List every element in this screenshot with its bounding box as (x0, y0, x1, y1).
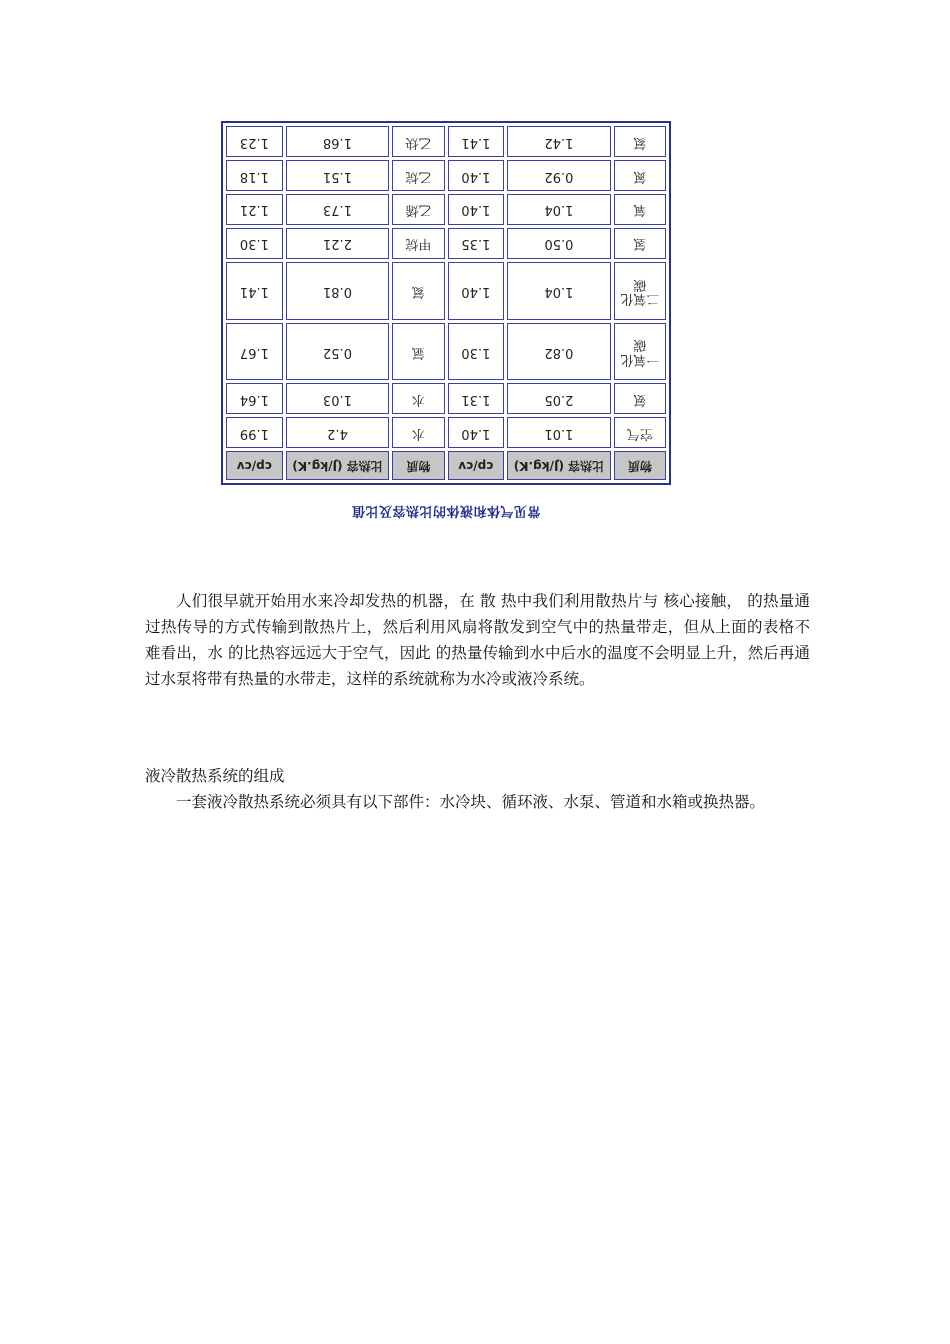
header-cell: 物质 (392, 451, 444, 480)
table-cell: 0.92 (507, 160, 611, 191)
table-cell: 4.2 (286, 417, 390, 448)
table-row (226, 126, 666, 157)
table-cell: 1.35 (448, 228, 505, 259)
table-cell: 0.82 (507, 323, 611, 381)
table-cell: 1.51 (286, 160, 390, 191)
table-cell: 1.40 (448, 417, 505, 448)
table-row (226, 417, 666, 448)
table-row (226, 160, 666, 191)
table-cell: 1.30 (226, 228, 283, 259)
property-table (221, 121, 671, 485)
intro-paragraph: 人们很早就开始用水来冷却发热的机器，在 散 热中我们利用散热片与 核心接触， 的热量通过热传导的方式传输到散热片上，然后利用风扇将散发到空气中的热量带走，但从上面的表格不难看出，水 的比热容远远大于空气，因此 的热量传输到水中后水的温度不会明显上升，然后再通过水泵将带有热量的水带走，这样的系统就称为水冷或液冷系统。 (145, 592, 810, 688)
table-cell: 空气 (614, 417, 666, 448)
table-cell: 乙炔 (392, 126, 444, 157)
table-header-row (226, 451, 666, 480)
table-row (226, 262, 666, 320)
header-cell: 物质 (614, 451, 666, 480)
table-cell: 1.18 (226, 160, 283, 191)
table-cell: 1.40 (448, 194, 505, 225)
table-cell: 2.05 (507, 383, 611, 414)
table-cell: 1.67 (226, 323, 283, 381)
table-caption: 常见气体和液体的比热容及比值 (351, 503, 541, 518)
table-cell: 1.23 (226, 126, 283, 157)
table-cell: 1.03 (286, 383, 390, 414)
table-cell: 甲烷 (392, 228, 444, 259)
table-cell: 1.01 (507, 417, 611, 448)
table-cell: 氨 (614, 383, 666, 414)
table-cell: 氦 (392, 262, 444, 320)
table-cell: 二氧化碳 (614, 262, 666, 320)
table-cell: 2.21 (286, 228, 390, 259)
header-cell: 比热容 (J/kg.K) (286, 451, 390, 480)
table-row (226, 228, 666, 259)
table-cell: 1.40 (448, 160, 505, 191)
table-cell: 1.04 (507, 194, 611, 225)
table-cell: 氢 (614, 228, 666, 259)
table-cell: 1.40 (448, 262, 505, 320)
table-cell: 1.42 (507, 126, 611, 157)
table-cell: 0.52 (286, 323, 390, 381)
header-cell: cp/cv (448, 451, 505, 480)
table-row (226, 383, 666, 414)
table-cell: 氦 (614, 126, 666, 157)
section-heading: 液冷散热系统的组成 (145, 767, 285, 785)
table-cell: 乙烯 (392, 194, 444, 225)
table-cell: 氩 (392, 323, 444, 381)
table-cell: 氮 (614, 160, 666, 191)
table-cell: 1.73 (286, 194, 390, 225)
table-cell: 1.30 (448, 323, 505, 381)
table-cell: 1.99 (226, 417, 283, 448)
table-cell: 水 (392, 383, 444, 414)
table-cell: 1.31 (448, 383, 505, 414)
table-cell: 水 (392, 417, 444, 448)
table-cell: 1.64 (226, 383, 283, 414)
table-cell: 乙烷 (392, 160, 444, 191)
table-cell: 1.04 (507, 262, 611, 320)
table-row (226, 323, 666, 381)
table-cell: 0.81 (286, 262, 390, 320)
gas-property-table (221, 121, 671, 485)
table-cell: 1.41 (226, 262, 283, 320)
table-cell: 氧 (614, 194, 666, 225)
header-cell: cp/cv (226, 451, 283, 480)
table-cell: 1.41 (448, 126, 505, 157)
table-row (226, 194, 666, 225)
table-cell: 一氧化碳 (614, 323, 666, 381)
header-cell: 比热容 (J/kg.K) (507, 451, 611, 480)
components-paragraph: 一套液冷散热系统必须具有以下部件：水冷块、循环液、水泵、管道和水箱或换热器。 (176, 793, 766, 811)
table-cell: 0.50 (507, 228, 611, 259)
table-cell: 1.68 (286, 126, 390, 157)
table-cell: 1.21 (226, 194, 283, 225)
